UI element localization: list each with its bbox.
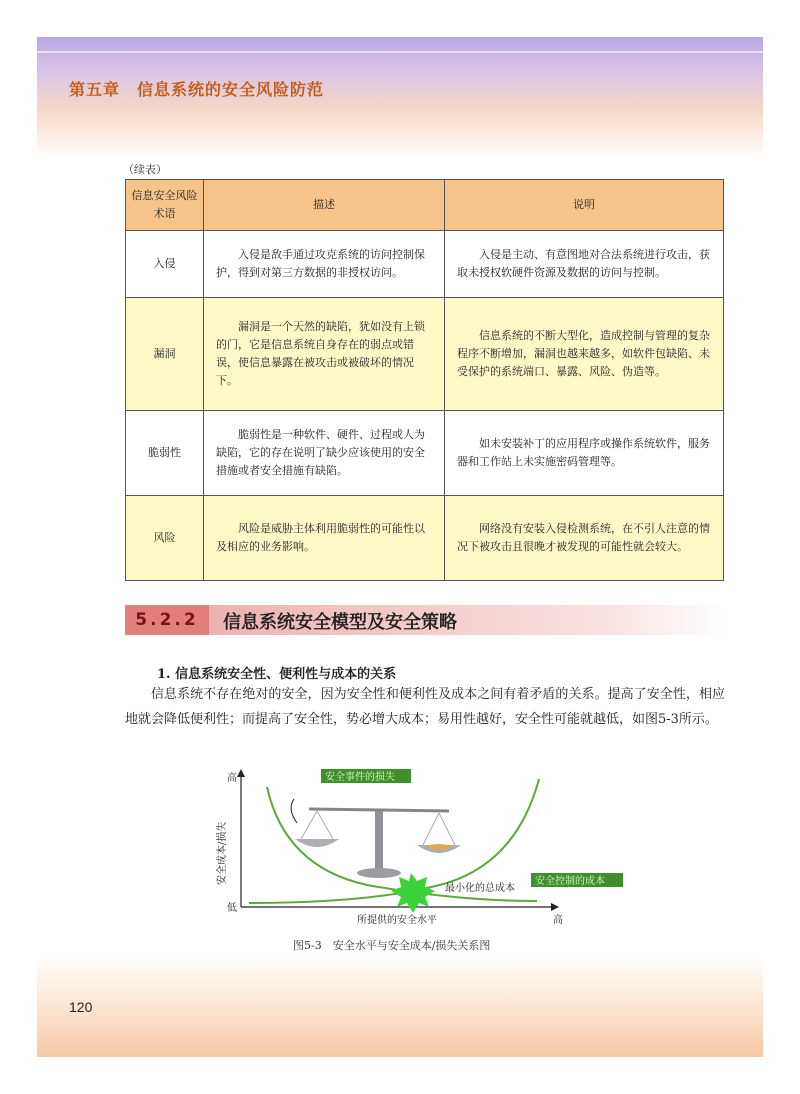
header-term: 信息安全风险术语 xyxy=(126,180,204,231)
description-cell: 脆弱性是一种软件、硬件、过程或人为缺陷，它的存在说明了缺少应该使用的安全措施或者安全措施有缺陷。 xyxy=(204,411,445,496)
page-number: 120 xyxy=(69,999,93,1015)
balance-scale-icon xyxy=(295,809,461,878)
term-cell: 漏洞 xyxy=(126,298,204,411)
explanation-cell: 如未安装补丁的应用程序或操作系统软件，服务器和工作站上未实施密码管理等。 xyxy=(445,411,724,496)
term-cell: 入侵 xyxy=(126,231,204,298)
explanation-cell: 信息系统的不断大型化，造成控制与管理的复杂程序不断增加，漏洞也越来越多，如软件包缺陷、未受保护的系统端口、暴露、风险、伪造等。 xyxy=(445,298,724,411)
x-axis-arrow xyxy=(551,903,559,911)
header-explanation: 说明 xyxy=(445,180,724,231)
term-cell: 风险 xyxy=(126,496,204,581)
explanation-cell: 网络没有安装入侵检测系统，在不引人注意的情况下被攻击且很晚才被发现的可能性就会较大。 xyxy=(445,496,724,581)
description-cell: 入侵是敌手通过攻克系统的访问控制保护，得到对第三方数据的非授权访问。 xyxy=(204,231,445,298)
continued-label: （续表） xyxy=(123,163,167,176)
term-cell: 脆弱性 xyxy=(126,411,204,496)
section-title: 信息系统安全模型及安全策略 xyxy=(223,612,457,633)
x-axis-label: 所提供的安全水平 xyxy=(357,915,437,926)
table-row xyxy=(126,298,724,411)
y-axis-label: 安全成本/损失 xyxy=(217,821,228,885)
textbook-page xyxy=(37,37,763,1057)
chapter-title: 第五章 信息系统的安全风险防范 xyxy=(69,80,325,99)
loss-pointer xyxy=(291,799,297,823)
table-row xyxy=(126,231,724,298)
figure-caption: 图5-3 安全水平与安全成本/损失关系图 xyxy=(293,939,491,952)
footer-band xyxy=(37,957,763,1057)
y-axis-arrow xyxy=(237,769,245,777)
table-row xyxy=(126,496,724,581)
cost-label: 安全控制的成本 xyxy=(535,876,605,887)
header-description: 描述 xyxy=(204,180,445,231)
explanation-cell: 入侵是主动、有意图地对合法系统进行攻击，获取未授权软硬件资源及数据的访问与控制。 xyxy=(445,231,724,298)
section-number: 5.2.2 xyxy=(125,605,209,635)
description-cell: 风险是威胁主体利用脆弱性的可能性以及相应的业务影响。 xyxy=(204,496,445,581)
table-header-row xyxy=(126,180,724,231)
x-high-label: 高 xyxy=(553,915,563,926)
description-cell: 漏洞是一个天然的缺陷，犹如没有上锁的门，它是信息系统自身存在的弱点或错误，使信息暴露在被攻击或被破坏的情况下。 xyxy=(204,298,445,411)
loss-label: 安全事件的损失 xyxy=(325,772,395,783)
min-cost-label: 最小化的总成本 xyxy=(445,883,515,894)
table-row xyxy=(126,411,724,496)
subheading: 1. 信息系统安全性、便利性与成本的关系 xyxy=(157,667,397,682)
security-cost-figure xyxy=(197,767,605,926)
header-band xyxy=(37,37,763,157)
y-high-label: 高 xyxy=(227,773,237,784)
y-low-label: 低 xyxy=(227,903,237,914)
header-stripe xyxy=(37,51,763,53)
body-paragraph: 信息系统不存在绝对的安全，因为安全性和便利性及成本之间有着矛盾的关系。提高了安全性，相应地就会降低便利性；而提高了安全性，势必增大成本；易用性越好，安全性可能就越低，如图5-3所示。 xyxy=(125,687,725,727)
risk-terms-table xyxy=(125,179,724,581)
